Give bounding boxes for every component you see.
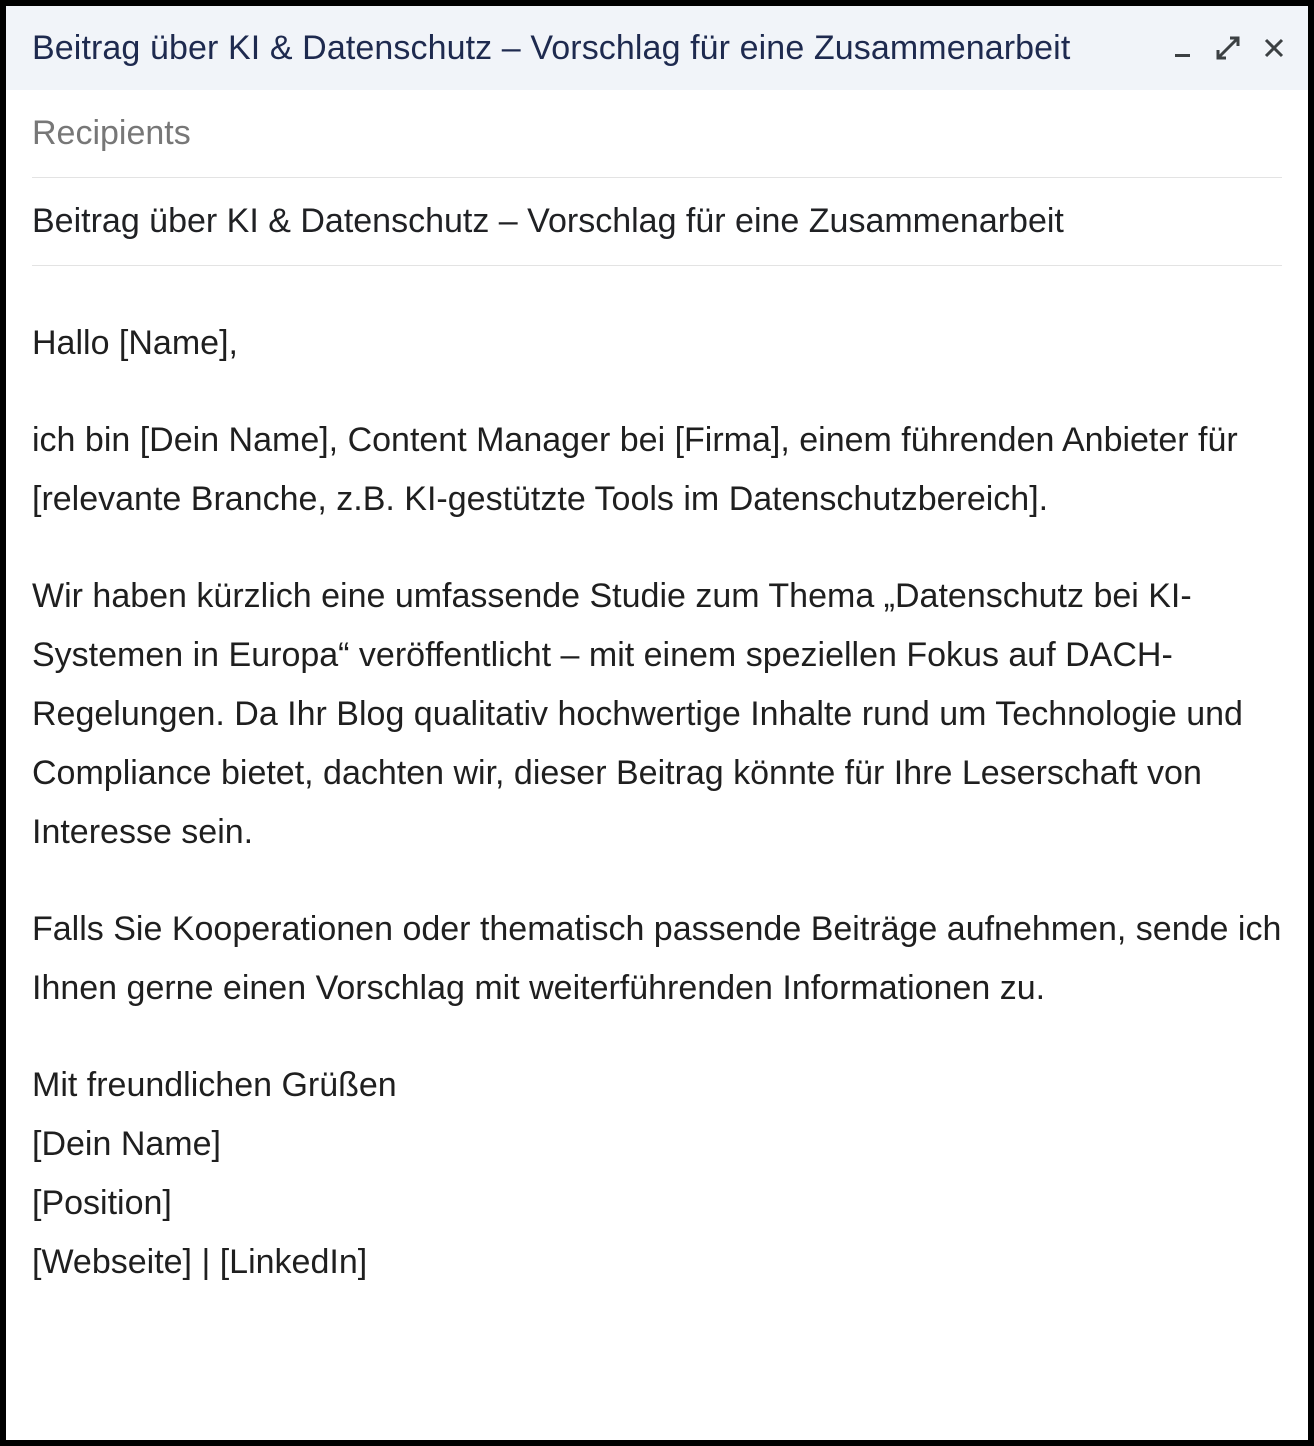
signature-links: [Webseite] | [LinkedIn]	[32, 1243, 368, 1281]
message-body[interactable]	[6, 266, 1308, 1292]
signature-position: [Position]	[32, 1184, 172, 1222]
body-paragraph: Falls Sie Kooperationen oder thematisch passende Beiträge aufnehmen, sende ich Ihnen gerne einen Vorschlag mit weiterführenden Informationen zu.	[32, 910, 1282, 1007]
body-paragraph: ich bin [Dein Name], Content Manager bei [Firma], einem führenden Anbieter für [relevante Branche, z.B. KI-gestützte Tools im Datenschutzbereich].	[32, 421, 1238, 518]
subject-field[interactable]	[32, 178, 1282, 266]
recipients-field[interactable]	[32, 90, 1282, 178]
close-icon	[1262, 36, 1286, 60]
signature-name: [Dein Name]	[32, 1125, 221, 1163]
recipients-placeholder: Recipients	[32, 114, 191, 152]
greeting: Hallo [Name],	[32, 324, 238, 362]
body-paragraph: Wir haben kürzlich eine umfassende Studie zum Thema „Datenschutz bei KI-Systemen in Europa“ veröffentlicht – mit einem speziellen Fokus auf DACH-Regelungen. Da Ihr Blog qualitativ hochwertige Inhalte rund um Technologie und Compliance bietet, dachten wir, dieser Beitrag könnte für Ihre Leserschaft von Interesse sein.	[32, 577, 1243, 851]
minimize-icon	[1171, 37, 1193, 59]
close-button[interactable]	[1254, 28, 1294, 68]
compose-titlebar[interactable]	[6, 6, 1308, 90]
signature-closing: Mit freundlichen Grüßen	[32, 1066, 397, 1104]
signature	[32, 1056, 1282, 1292]
window-title: Beitrag über KI & Datenschutz – Vorschlag für eine Zusammenarbeit	[32, 28, 1071, 67]
expand-button[interactable]	[1208, 28, 1248, 68]
subject-text: Beitrag über KI & Datenschutz – Vorschlag für eine Zusammenarbeit	[32, 202, 1064, 240]
compose-window	[6, 6, 1308, 1440]
minimize-button[interactable]	[1162, 28, 1202, 68]
window-actions	[1162, 28, 1294, 68]
expand-icon	[1215, 35, 1241, 61]
